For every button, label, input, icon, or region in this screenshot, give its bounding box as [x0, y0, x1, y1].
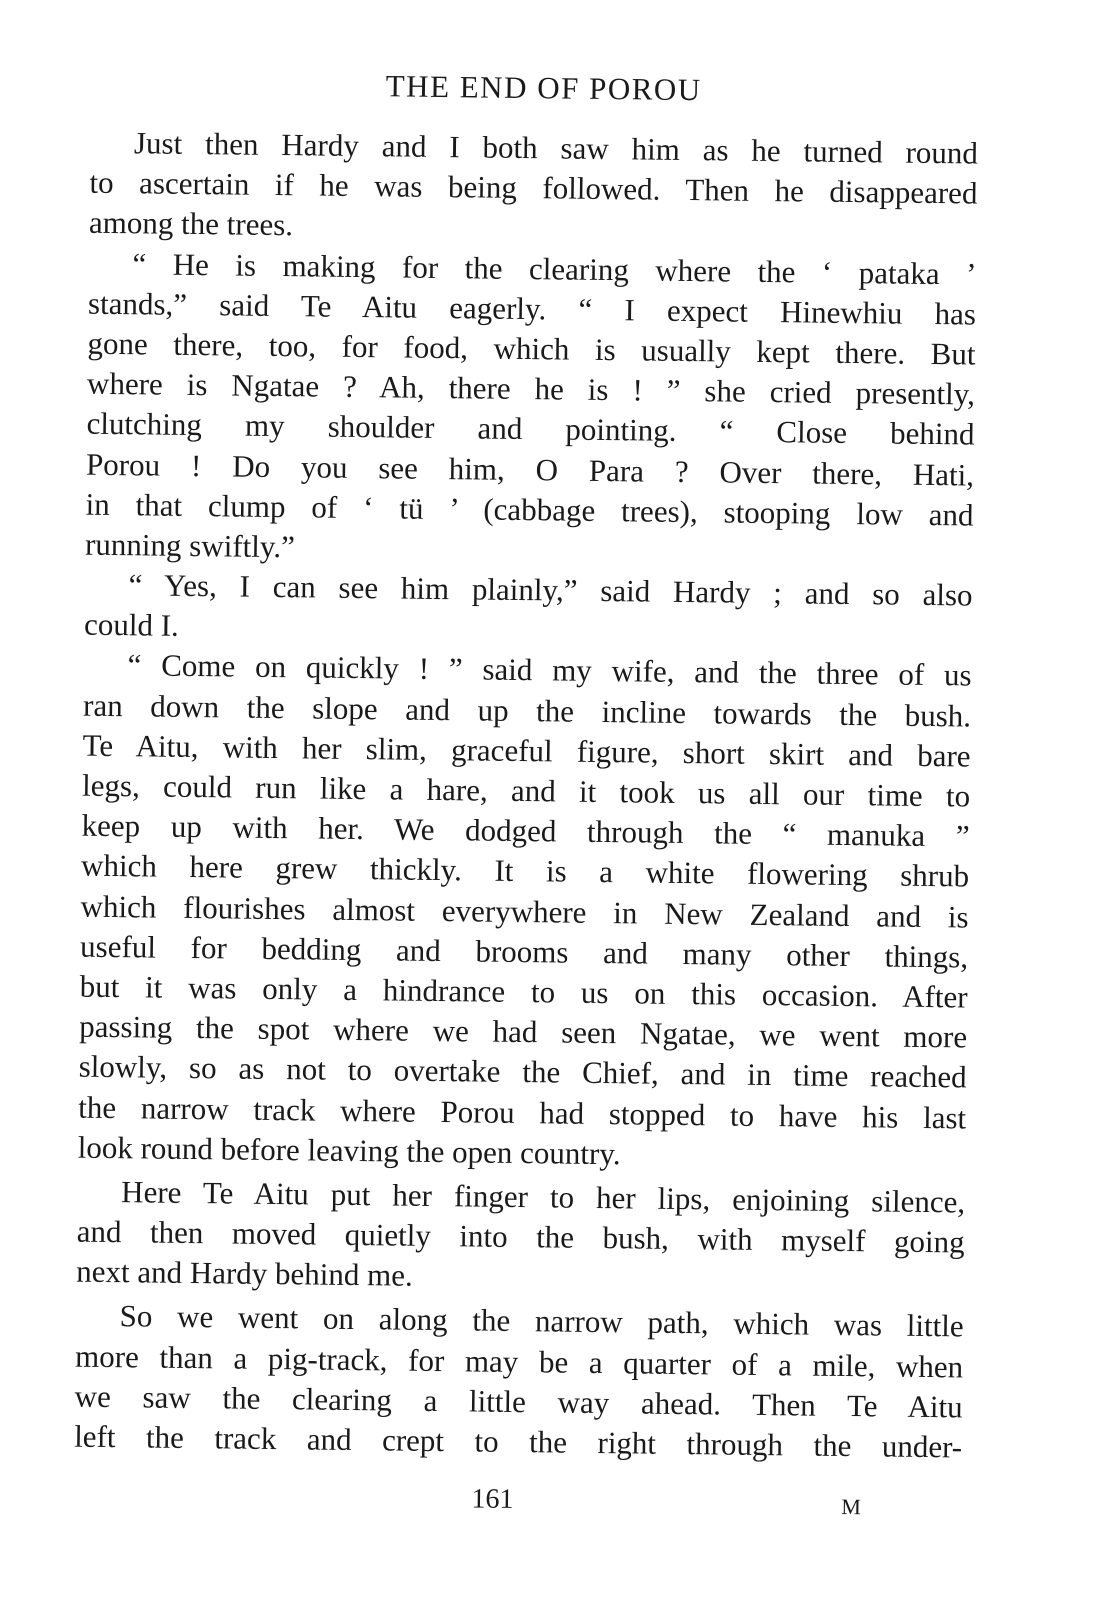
text-line: to ascertain if he was being followed. Then he disappeared: [89, 164, 978, 211]
text-line: keep up with her. We dodged through the “ manuka ”: [81, 807, 970, 854]
text-line: next and Hardy behind me.: [75, 1253, 414, 1293]
text-line: where is Ngatae ? Ah, there he is ! ” she cried presently,: [86, 365, 976, 412]
text-line: “ Yes, I can see him plainly,” said Hardy ; and so also: [128, 567, 973, 613]
body-text: [74, 123, 978, 1468]
text-line: “ Come on quickly ! ” said my wife, and the three of us: [127, 647, 972, 693]
text-line: could I.: [83, 606, 180, 644]
running-title: THE END OF POROU: [385, 68, 702, 108]
text-line: look round before leaving the open country.: [77, 1129, 621, 1171]
signature-mark: M: [841, 1493, 862, 1520]
text-line: Just then Hardy and I both saw him as he turned round: [133, 125, 979, 171]
text-line: slowly, so as not to overtake the Chief, and in time reached: [78, 1048, 967, 1095]
text-line: clutching my shoulder and pointing. “ Close behind: [86, 405, 975, 452]
text-line: passing the spot where we had seen Ngatae, we went more: [78, 1008, 968, 1055]
page-number: 161: [471, 1483, 514, 1515]
text-line: but it was only a hindrance to us on this occasion. After: [79, 968, 968, 1015]
text-line: Te Aitu, with her slim, graceful figure, short skirt and bare: [82, 727, 971, 774]
text-line: So we went on along the narrow path, which was little: [119, 1298, 964, 1344]
text-line: which flourishes almost everywhere in New Zealand and is: [80, 888, 969, 935]
text-line: running swiftly.”: [84, 526, 296, 565]
text-line: more than a pig-track, for may be a quarter of a mile, when: [74, 1338, 964, 1385]
text-line: among the trees.: [88, 205, 294, 243]
text-line: the narrow track where Porou had stopped to have his last: [78, 1089, 967, 1135]
text-line: gone there, too, for food, which is usually kept there. But: [87, 325, 976, 372]
text-line: useful for bedding and brooms and many other things,: [79, 928, 969, 975]
text-line: and then moved quietly into the bush, with myself going: [76, 1213, 965, 1260]
text-line: Porou ! Do you see him, O Para ? Over there, Hati,: [85, 446, 975, 493]
text-line: legs, could run like a hare, and it took us all our time to: [81, 767, 971, 814]
text-line: ran down the slope and up the incline towards the bush.: [82, 687, 972, 734]
text-line: Here Te Aitu put her finger to her lips, enjoining silence,: [120, 1174, 966, 1220]
text-line: left the track and crept to the right through the under-: [73, 1418, 963, 1465]
text-line: we saw the clearing a little way ahead. Then Te Aitu: [74, 1378, 963, 1425]
text-line: in that clump of ‘ tü ’ (cabbage trees), stooping low and: [85, 486, 974, 533]
text-line: which here grew thickly. It is a white flowering shrub: [80, 848, 970, 894]
text-line: stands,” said Te Aitu eagerly. “ I expect Hinewhiu has: [87, 285, 977, 332]
text-line: “ He is making for the clearing where the ‘ pataka ’: [132, 245, 977, 292]
